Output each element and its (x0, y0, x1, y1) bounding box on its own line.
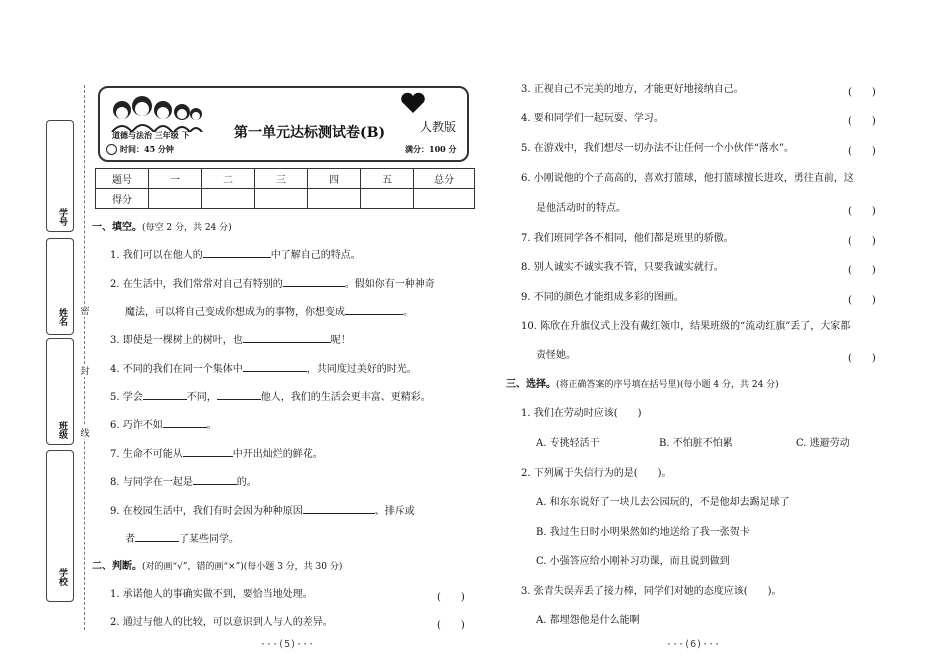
score-table-header-row (96, 169, 475, 189)
seal-char-feng: 封 (78, 364, 92, 377)
section2-note: (对的画“√”，错的画“×”)(每小题 3 分，共 30 分) (142, 562, 343, 572)
page-number-left: ···(5)··· (260, 639, 315, 650)
section3-heading (506, 378, 779, 392)
choice-q2: 2. 下列属于失信行为的是( )。 (521, 468, 672, 479)
score-cell[interactable] (202, 189, 255, 209)
fill-q9 (110, 502, 415, 519)
fill-q4-text-b: ，共同度过美好的时光。 (306, 364, 417, 375)
score-cell[interactable] (361, 189, 414, 209)
judge-item: 4. 要和同学们一起玩耍、学习。 (521, 113, 664, 124)
seal-line (84, 85, 85, 630)
student-id-label: 学号 (57, 208, 67, 226)
fill-q8-text-a: 8. 与同学在一起是 (110, 477, 193, 488)
fill-q4-text-a: 4. 不同的我们在同一个集体中 (110, 364, 243, 375)
fill-blank[interactable] (283, 275, 345, 287)
fill-q5 (110, 388, 431, 405)
fill-q1-text-b: 中了解自己的特点。 (270, 250, 361, 261)
fill-q8-text-b: 的。 (236, 477, 257, 488)
fill-q6 (110, 416, 217, 433)
fill-blank[interactable] (243, 360, 307, 372)
score-header-cell: 五 (361, 169, 414, 189)
score-cell[interactable] (414, 189, 475, 209)
edition-label: 人教版 (420, 120, 457, 134)
choice-q3: 3. 张青失误弄丢了接力棒，同学们对她的态度应该( )。 (521, 586, 782, 597)
fill-q2-text-b: 。假如你有一种神奇 (344, 279, 435, 290)
heart-icon (400, 92, 426, 114)
score-header-cell: 三 (255, 169, 308, 189)
children-illustration (108, 92, 204, 132)
exam-header (98, 86, 469, 162)
section3-title: 三、选择。 (506, 379, 556, 390)
score-table-score-row (96, 189, 475, 209)
answer-paren[interactable]: ( ) (848, 236, 876, 247)
score-cell[interactable] (308, 189, 361, 209)
score-cell[interactable] (255, 189, 308, 209)
section2-title: 二、判断。 (92, 561, 142, 572)
seal-char-mi: 密 (78, 304, 92, 317)
judge-item: 3. 正视自己不完美的地方，才能更好地接纳自己。 (521, 84, 744, 95)
page-number-right: ···(6)··· (666, 639, 721, 650)
choice-option[interactable]: A. 都埋怨他是什么能啊 (536, 615, 640, 626)
answer-paren[interactable]: ( ) (437, 620, 465, 631)
fill-q7-text-a: 7. 生命不可能从 (110, 449, 183, 460)
score-header-cell: 二 (202, 169, 255, 189)
answer-paren[interactable]: ( ) (437, 592, 465, 603)
score-header-cell: 一 (149, 169, 202, 189)
fill-blank[interactable] (217, 388, 261, 400)
page-number-right-value: 6 (690, 639, 697, 650)
school-label: 学校 (57, 568, 67, 586)
exam-title: 第一单元达标测试卷(B) (234, 125, 386, 141)
fill-blank[interactable] (135, 530, 179, 542)
score-row-label: 得分 (96, 189, 149, 209)
fill-q6-text-a: 6. 巧诈不如 (110, 420, 163, 431)
fill-blank[interactable] (183, 445, 233, 457)
section1-title: 一、填空。 (92, 222, 142, 233)
fill-q5-text-a: 5. 学会 (110, 392, 143, 403)
fill-q2-cont (125, 303, 413, 320)
judge-item: 6. 小刚说他的个子高高的，喜欢打篮球，他打篮球擅长进攻，勇往直前，这 (521, 173, 854, 184)
fill-q2 (110, 275, 435, 292)
score-header-cell: 总分 (414, 169, 475, 189)
fill-blank[interactable] (203, 246, 271, 258)
fill-blank[interactable] (303, 502, 375, 514)
judge-item: 7. 我们班同学各不相同，他们都是班里的骄傲。 (521, 233, 734, 244)
seal-char-xian: 线 (78, 426, 92, 439)
fill-q2-text-a: 2. 在生活中，我们常常对自己有特别的 (110, 279, 283, 290)
answer-paren[interactable]: ( ) (848, 146, 876, 157)
time-label: 时间：45 分钟 (120, 144, 174, 154)
judge-item: 10. 陈欣在升旗仪式上没有戴红领巾，结果班级的“流动红旗”丢了，大家都 (521, 321, 851, 332)
name-label: 姓名 (57, 308, 67, 326)
choice-q1: 1. 我们在劳动时应该( ) (521, 408, 642, 419)
answer-paren[interactable]: ( ) (848, 295, 876, 306)
fill-blank[interactable] (345, 303, 403, 315)
fill-q2-text-d: 。 (403, 307, 413, 318)
fill-q3-text-a: 3. 即使是一棵树上的树叶，也 (110, 335, 243, 346)
score-header-cell: 四 (308, 169, 361, 189)
fill-q3 (110, 331, 351, 348)
section2-heading (92, 560, 342, 574)
fill-blank[interactable] (143, 388, 187, 400)
score-cell[interactable] (149, 189, 202, 209)
full-score-label: 满分：100 分 (405, 144, 457, 154)
fill-q9-text-a: 9. 在校园生活中，我们有时会因为种种原因 (110, 506, 303, 517)
section1-heading (92, 221, 232, 235)
choice-option[interactable]: C. 小强答应给小刚补习功课，而且说到做到 (536, 556, 730, 567)
answer-paren[interactable]: ( ) (848, 116, 876, 127)
fill-q3-text-b: 呢！ (330, 335, 351, 346)
class-label: 班级 (57, 421, 67, 439)
judge-item: 9. 不同的颜色才能组成多彩的图画。 (521, 292, 684, 303)
fill-q9-text-c: 者 (125, 534, 135, 545)
choice-option[interactable]: A. 专挑轻活干 (536, 438, 600, 449)
fill-q1 (110, 246, 361, 263)
page-number-left-value: 5 (284, 639, 291, 650)
fill-blank[interactable] (243, 331, 331, 343)
judge-item: 2. 通过与他人的比较，可以意识到人与人的差异。 (110, 617, 333, 628)
fill-q1-text-a: 1. 我们可以在他人的 (110, 250, 203, 261)
choice-option[interactable]: C. 逃避劳动 (796, 438, 850, 449)
fill-q7 (110, 445, 323, 462)
choice-option[interactable]: B. 不怕脏不怕累 (659, 438, 733, 449)
choice-option[interactable]: A. 和东东说好了一块儿去公园玩的，不是他却去踢足球了 (536, 497, 790, 508)
fill-q8 (110, 473, 257, 490)
score-table (95, 168, 475, 209)
judge-item: 8. 别人诚实不诚实我不管，只要我诚实就行。 (521, 262, 724, 273)
clock-icon (106, 144, 117, 155)
score-header-cell: 题号 (96, 169, 149, 189)
judge-item: 5. 在游戏中，我们想尽一切办法不让任何一个小伙伴“落水”。 (521, 143, 794, 154)
answer-paren[interactable]: ( ) (848, 353, 876, 364)
fill-q9-text-b: 、排斥或 (374, 506, 415, 517)
fill-blank[interactable] (193, 473, 237, 485)
section1-note: (每空 2 分，共 24 分) (142, 223, 232, 233)
fill-q4 (110, 360, 417, 377)
fill-q5-text-c: 他人，我们的生活会更丰富、更精彩。 (260, 392, 431, 403)
answer-paren[interactable]: ( ) (848, 206, 876, 217)
choice-option[interactable]: B. 我过生日时小明果然如约地送给了我一张贺卡 (536, 527, 750, 538)
answer-paren[interactable]: ( ) (848, 265, 876, 276)
fill-q5-text-b: 不同， (186, 392, 217, 403)
fill-q2-text-c: 魔法，可以将自己变成你想成为的事物，你想变成 (125, 307, 345, 318)
answer-paren[interactable]: ( ) (848, 87, 876, 98)
judge-item-cont: 责怪她。 (536, 350, 576, 361)
section3-note: (将正确答案的序号填在括号里)(每小题 4 分，共 24 分) (556, 380, 779, 390)
fill-blank[interactable] (163, 416, 207, 428)
fill-q9-cont (125, 530, 239, 547)
fill-q6-text-b: 。 (206, 420, 217, 431)
fill-q7-text-b: 中开出灿烂的鲜花。 (232, 449, 323, 460)
judge-item: 1. 承诺他人的事确实做不到，要恰当地处理。 (110, 589, 313, 600)
subject-label: 道德与法治 三年级 下 (112, 130, 190, 140)
judge-item-cont: 是他活动时的特点。 (536, 203, 626, 214)
fill-q9-text-d: 了某些同学。 (179, 534, 239, 545)
